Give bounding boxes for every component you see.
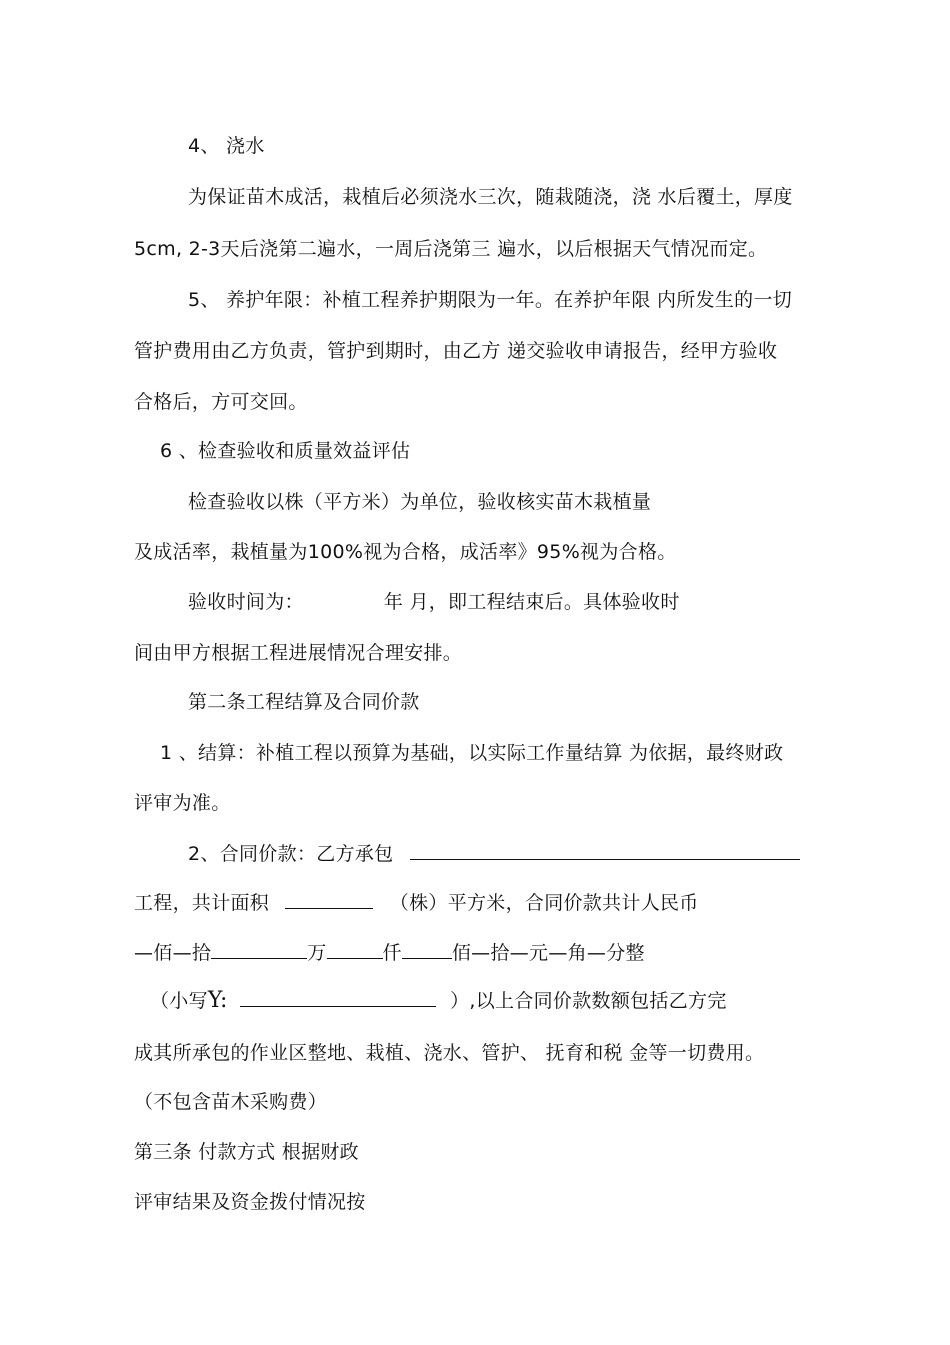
area-label: 工程，共计面积 <box>134 892 270 914</box>
heading-maintenance-period: 5、 养护年限：补植工程养护期限为一年。在养护年限 内所发生的一切 <box>188 289 793 311</box>
amount-figures-text: ）,以上合同价款数额包括乙方完 <box>450 990 727 1012</box>
paragraph-line: 检查验收以株（平方米）为单位，验收核实苗木栽植量 <box>188 491 652 513</box>
paragraph-line: 评审结果及资金拨付情况按 <box>134 1191 366 1213</box>
bai-blank[interactable] <box>402 940 452 959</box>
heading-inspection: 6 、检查验收和质量效益评估 <box>160 440 411 462</box>
paragraph-line: 间由甲方根据工程进展情况合理安排。 <box>134 642 463 664</box>
amount-figures-line <box>150 988 727 1013</box>
paragraph-line: 及成活率，栽植量为100%视为合格，成活率》95%视为合格。 <box>134 541 677 563</box>
paragraph-line: 评审为准。 <box>134 792 231 814</box>
paragraph-line: 合格后，方可交回。 <box>134 391 308 413</box>
area-unit-text: （株）平方米，合同价款共计人民币 <box>389 892 699 914</box>
paragraph-line: 5cm, 2-3天后浇第二遍水，一周后浇第三 遍水，以后根据天气情况而定。 <box>134 238 768 260</box>
article-three-title: 第三条 付款方式 根据财政 <box>134 1141 359 1163</box>
area-line <box>134 890 699 915</box>
area-blank[interactable] <box>285 890 373 909</box>
amount-figures-label: （小写 <box>150 990 208 1012</box>
heading-settlement: 1 、结算：补植工程以预算为基础，以实际工作量结算 为依据，最终财政 <box>160 742 784 764</box>
wan-blank[interactable] <box>211 940 307 959</box>
amount-part: 万 <box>307 942 327 964</box>
acceptance-time-label: 验收时间为： <box>188 591 304 613</box>
paragraph-line <box>188 590 680 614</box>
amount-words-line <box>134 940 645 965</box>
article-two-title: 第二条工程结算及合同价款 <box>188 691 420 713</box>
paragraph-line: 成其所承包的作业区整地、栽植、浇水、管护、 抚育和税 金等一切费用。 <box>134 1042 765 1064</box>
paragraph-line: 为保证苗木成活，栽植后必须浇水三次，随栽随浇，浇 水后覆土，厚度 <box>188 186 793 208</box>
qian-blank[interactable] <box>327 940 383 959</box>
contractor-blank[interactable] <box>410 841 800 860</box>
yuan-symbol: Y: <box>207 988 228 1013</box>
contract-price-line <box>188 841 800 866</box>
amount-figures-blank[interactable] <box>240 988 436 1007</box>
acceptance-time-text: 年 月，即工程结束后。具体验收时 <box>383 591 680 613</box>
amount-part: 佰—拾—元—角—分整 <box>451 942 645 964</box>
paragraph-line: 管护费用由乙方负责，管护到期时，由乙方 递交验收申请报告，经甲方验收 <box>134 340 778 362</box>
amount-part: —佰—拾 <box>134 942 212 964</box>
heading-watering: 4、 浇水 <box>188 135 265 157</box>
amount-part: 仟 <box>382 942 402 964</box>
paragraph-line: （不包含苗木采购费） <box>134 1091 328 1113</box>
contract-price-label: 2、合同价款：乙方承包 <box>188 843 394 865</box>
